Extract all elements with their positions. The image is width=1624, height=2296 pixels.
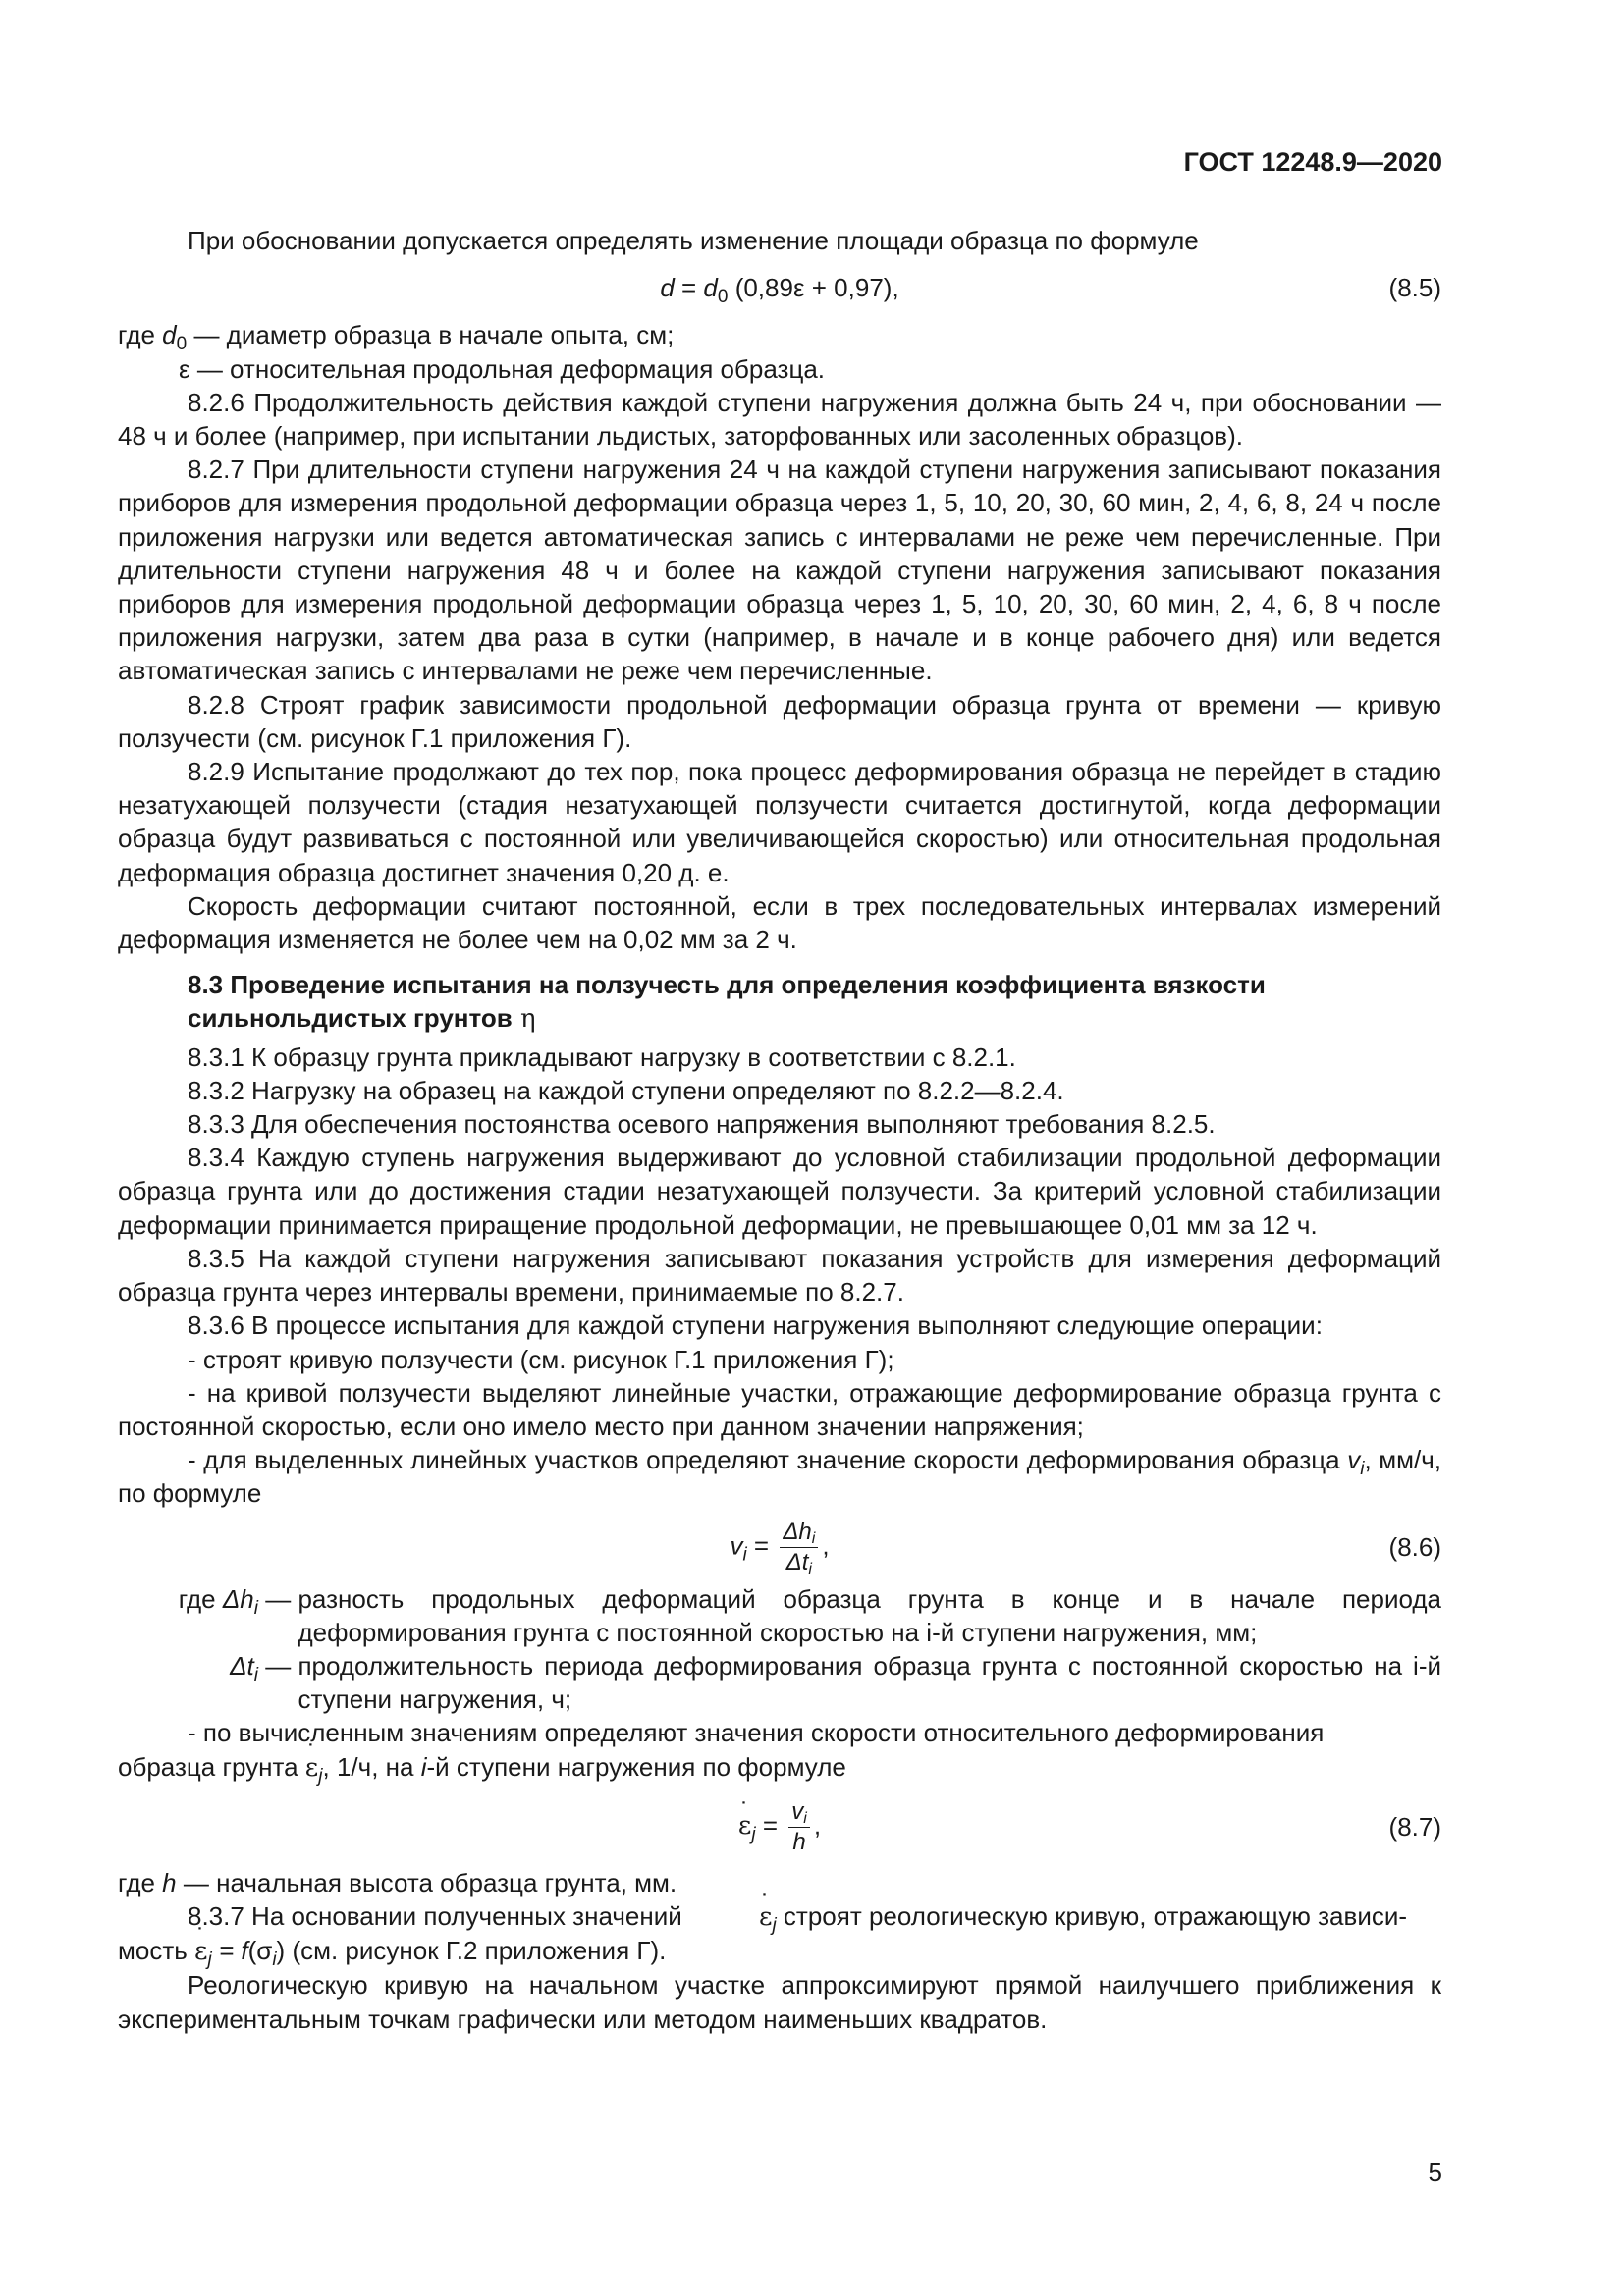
formula-8-7 [118,1798,1441,1856]
final-paragraph: Реологическую кривую на начальном участке аппроксимируют прямой наилучшего приближения к экспериментальным точкам графически или методом наименьших квадратов. [118,1970,1441,2034]
bullet-3: - для выделенных линейных участков определяют значение скорости деформирования образца $v_i$, мм/ч, по формуле [118,1445,1441,1509]
formula-8-5 [118,271,1441,308]
para-speed: Скорость деформации считают постоянной, если в трех последовательных интервалах измерений деформация изменяется не более чем на 0,02 мм за 2 ч. [118,890,1441,955]
fraction-dh-dt: $\frac{\Delta h_i}{\Delta t_i}$ [780,1519,818,1576]
section-8-3-heading: 8.3 Проведение испытания на ползучесть для определения коэффициента вязкости сильнольдистых грунтов η [188,970,1266,1035]
page-number: 5 [1428,2158,1442,2187]
document-body [118,224,1441,2036]
para-8-2-9: 8.2.9 Испытание продолжают до тех пор, пока процесс деформирования образца не перейдет в стадию незатухающей ползучести (стадия незатухающей ползучести считается достигнутой, когда деформации образца будут развиваться с постоянной или увеличивающейся скоростью) или относительная продольная деформация образца достигнет значения 0,20 д. е. [118,757,1441,887]
para-8-2-8: 8.2.8 Строят график зависимости продольной деформации образца грунта от времени — кривую ползучести (см. рисунок Г.1 приложения Г). [118,689,1441,753]
def-dh: где $\Delta h_i$ — разность продольных деформаций образца грунта в конце и в начале периода деформирования грунта с постоянной скоростью на i-й ступени нагружения, мм; [178,1583,1441,1647]
para-8-3-4: 8.3.4 Каждую ступень нагружения выдерживают до условной стабилизации продольной деформации образца грунта или до достижения стадии незатухающей ползучести. За критерий условной стабилизации деформации принимается приращение продольной деформации, не превышающее 0,01 мм за 12 ч. [118,1143,1441,1240]
doc-header: ГОСТ 12248.9—2020 [1183,147,1442,177]
para-8-3-1: 8.3.1 К образцу грунта прикладывают нагрузку в соответствии с 8.2.1. [188,1041,1016,1072]
para-8-2-7: 8.2.7 При длительности ступени нагружения 24 ч на каждой ступени нагружения записывают показания приборов для измерения продольной деформации образца через 1, 5, 10, 20, 30, 60 мин, 2, 4, 6, 8, 24 ч после приложения нагрузки или ведется автоматическая запись с интервалами не реже чем перечисленные. При длительности ступени нагружения 48 ч и более на каждой ступени нагружения записывают показания приборов для измерения продольной деформации образца через 1, 5, 10, 20, 30, 60 мин, 2, 4, 6, 8 ч после приложения нагрузки, затем два раза в сутки (например, в начале и в конце рабочего дня) или ведется автоматическая запись с интервалами не реже чем перечисленные. [118,454,1441,686]
para-8-3-3: 8.3.3 Для обеспечения постоянства осевого напряжения выполняют требования 8.2.5. [188,1109,1216,1140]
para-8-3-6: 8.3.6 В процессе испытания для каждой ступени нагружения выполняют следующие операции: [188,1310,1323,1341]
para-8-3-7: 8.3.7 На основании полученных значений ˙ $\varepsilon_j$ строят реологическую кривую, отражающую зависи- [118,1899,1441,1934]
formula-8-5-number: (8.5) [1388,273,1441,303]
para-8-3-7-cont: мость ˙ $\varepsilon_j = f(\sigma_i)$ (см. рисунок Г.2 приложения Г). [118,1934,1441,1968]
intro-paragraph: При обосновании допускается определять изменение площади образца по формуле [188,226,1199,255]
bullet-4-cont: образца грунта ˙ $\varepsilon_j$, 1/ч, на i-й ступени нагружения по формуле [118,1750,1441,1785]
formula-8-5-expression: $d = d_0$ (0,89ε + 0,97), [660,273,899,308]
bullet-4: - по вычисленным значениям определяют значения скорости относительного деформирования [188,1718,1325,1748]
formula-8-7-expression: ˙ $\varepsilon_j$ = $\frac{v_i}{h}$ , [738,1798,821,1856]
bullet-2: - на кривой ползучести выделяют линейные участки, отражающие деформирование образца грунта с постоянной скоростью, если оно имело место при данном значении напряжения; [118,1377,1441,1441]
formula-8-6 [118,1519,1441,1576]
para-8-3-5: 8.3.5 На каждой ступени нагружения записывают показания устройств для измерения деформаций образца грунта через интервалы времени, принимаемые по 8.2.7. [118,1243,1441,1308]
para-8-2-6: 8.2.6 Продолжительность действия каждой ступени нагружения должна быть 24 ч, при обосновании — 48 ч и более (например, при испытании льдистых, заторфованных или засоленных образцов). [118,387,1441,452]
def-dt: $\Delta t_i$ — продолжительность периода деформирования образца грунта с постоянной скоростью на i-й ступени нагружения, ч; [230,1650,1441,1715]
formula-8-7-number: (8.7) [1388,1812,1441,1842]
where-h: где h — начальная высота образца грунта, мм. [118,1867,677,1897]
where-d0: где $d_0$ — диаметр образца в начале опыта, см; [118,320,675,355]
eps-dot-symbol: ˙ ε [305,1750,318,1785]
para-8-3-2: 8.3.2 Нагрузку на образец на каждой ступени определяют по 8.2.2—8.2.4. [188,1075,1064,1105]
formula-8-6-expression: $v_i$ = $\frac{\Delta h_i}{\Delta t_i}$ , [730,1518,830,1577]
formula-8-6-number: (8.6) [1388,1531,1441,1562]
where-eps: ε — относительная продольная деформация образца. [179,353,826,384]
bullet-1: - строят кривую ползучести (см. рисунок Г.1 приложения Г); [188,1344,894,1374]
fraction-v-h: $\frac{v_i}{h}$ [788,1798,810,1856]
